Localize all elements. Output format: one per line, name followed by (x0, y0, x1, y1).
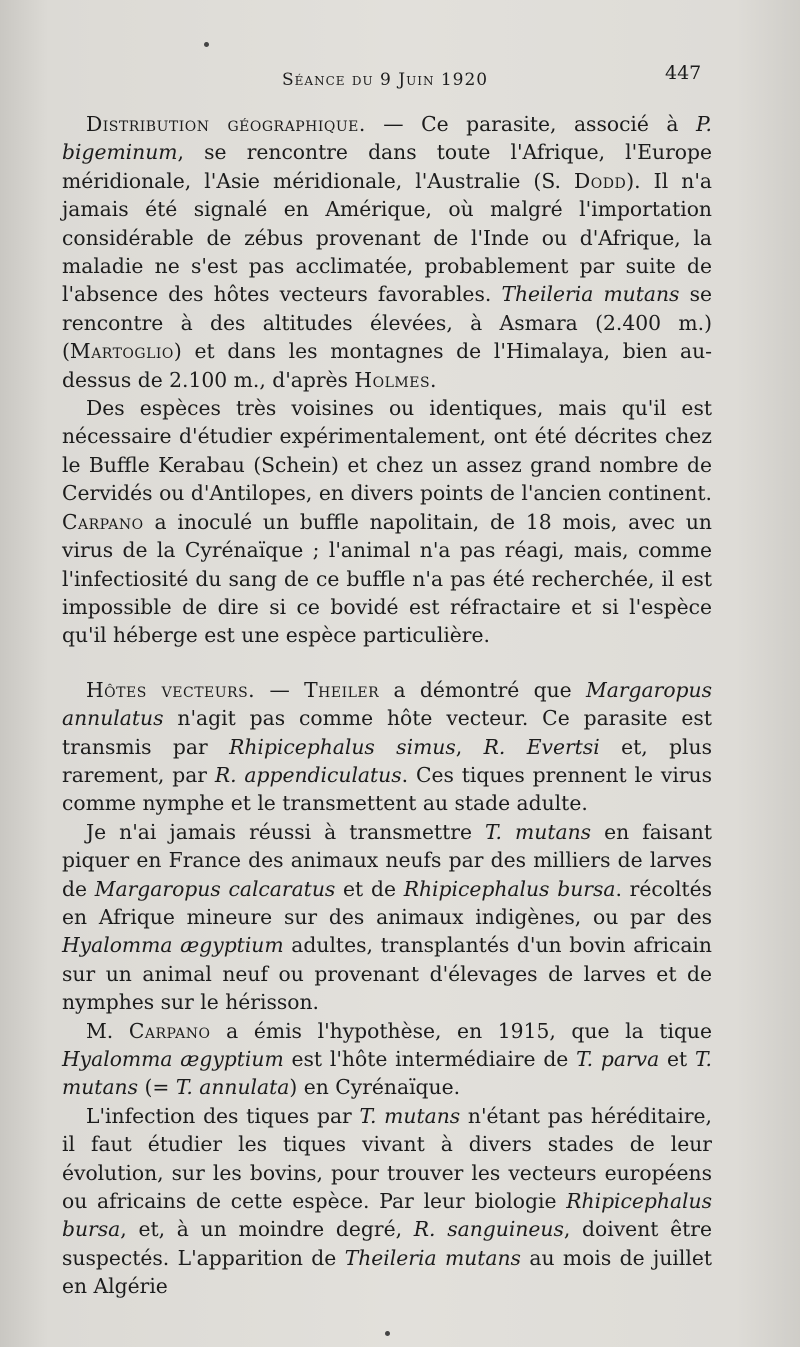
text-run: est l'hôte intermédiaire de (283, 1047, 577, 1071)
species-name: Margaropus calcaratus (94, 876, 336, 901)
text-run: adultes, transplantés d'un bovin africain sur un animal neuf ou provenant d'élevages de larves et de nymphes sur le hérisson. (62, 933, 712, 1015)
author-name: Dodd (574, 168, 627, 193)
paragraph-vector-hosts (62, 676, 712, 818)
text-run: M. (86, 1018, 129, 1043)
text-run: a émis l'hypothèse, en 1915, que la tique (210, 1018, 712, 1043)
species-name: Rhipicephalus bursa (62, 1189, 712, 1242)
text-run: , se rencontre dans toute l'Afrique, l'Europe méridionale, l'Asie méridionale, l'Australie (S. (62, 140, 712, 193)
paragraph-carpano-hypothesis (62, 1017, 712, 1102)
author-name: Martoglio (69, 339, 174, 364)
paragraph-tick-infection (62, 1102, 712, 1301)
paragraph-transmission-attempts (62, 818, 712, 1017)
page-number: 447 (665, 62, 702, 84)
running-title: Séance du 9 Juin 1920 (282, 70, 489, 90)
text-run: (= (138, 1075, 176, 1100)
text-run: ) en Cyrénaïque. (289, 1075, 461, 1100)
author-name: Theiler (304, 677, 380, 702)
text-run: n'agit pas comme hôte vecteur. Ce parasite est transmis par (62, 706, 712, 759)
species-name: T. parva (576, 1047, 660, 1071)
paragraph-related-species (62, 394, 712, 650)
text-run: Je n'ai jamais réussi à transmettre (86, 819, 485, 844)
text-run: n'étant pas héréditaire, il faut étudier les tiques vivant à divers stades de leur évolution, sur les bovins, pour trouver les vecteurs européens ou africains de cette espèce. Par leur biologie (62, 1103, 712, 1214)
running-header (0, 62, 800, 92)
text-run: , (455, 734, 484, 759)
species-name: R. appendiculatus (214, 762, 402, 787)
text-run: , doivent être suspectés. L'apparition de (62, 1217, 712, 1270)
text-run: a inoculé un buffle napolitain, de 18 mois, avec un virus de la Cyrénaïque ; l'animal n'a pas réagi, mais, comme l'infectiosité du sang de ce buffle n'a pas été recherchée, il est impossible de dire si ce bovidé est réfractaire et si l'espèce qu'il héberge est une espèce particulière. (62, 509, 712, 648)
section-heading: Distribution géographique. (86, 112, 366, 136)
author-name: Holmes (354, 367, 431, 392)
species-name: T. annulata (175, 1075, 290, 1100)
text-run: et de (335, 876, 404, 901)
species-name: T. mutans (62, 1047, 712, 1100)
text-run: en faisant piquer en France des animaux neufs par des milliers de larves de (62, 819, 712, 901)
species-name: P. bigeminum (62, 112, 712, 165)
section-heading: Hôtes vecteurs. (86, 677, 256, 702)
species-name: Rhipicephalus bursa (403, 876, 616, 901)
text-run: — Ce parasite, associé à (365, 112, 696, 136)
text-run: a démontré que (379, 677, 586, 702)
species-name: R. Evertsi (483, 734, 600, 759)
species-name: Theileria mutans (501, 282, 680, 307)
paragraph-distribution (62, 110, 712, 394)
text-run: . Ces tiques prennent le virus comme nymphe et le transmettent au stade adulte. (62, 762, 712, 816)
text-run: . (430, 367, 437, 392)
text-run: . récoltés en Afrique mineure sur des animaux indigènes, ou par des (62, 876, 712, 929)
ink-speck (385, 1331, 390, 1336)
text-run: Des espèces très voisines ou identiques, mais qu'il est nécessaire d'étudier expérimentalement, ont été décrites chez le Buffle Kerabau (Schein) et chez un assez grand nombre de Cervidés ou d'Antilopes, en divers points de l'ancien continent. (62, 396, 712, 506)
text-run: se rencontre à des altitudes élevées, à Asmara (2.400 m.) ( (62, 282, 713, 364)
species-name: T. mutans (359, 1103, 461, 1128)
species-name: Theileria mutans (344, 1245, 521, 1270)
species-name: R. sanguineus (413, 1217, 564, 1242)
text-run: ) et dans les montagnes de l'Himalaya, bien au-dessus de 2.100 m., d'après (62, 339, 712, 392)
text-run: , et, à un moindre degré, (120, 1217, 414, 1242)
author-name: Carpano (128, 1018, 211, 1043)
text-run: et, plus rarement, par (62, 734, 713, 787)
text-run: L'infection des tiques par (86, 1103, 360, 1128)
ink-speck (204, 42, 209, 47)
text-run: ). Il n'a jamais été signalé en Amérique, où malgré l'importation considérable de zébus provenant de l'Inde ou d'Afrique, la maladie ne s'est pas acclimatée, probablement par suite de l'absence des hôtes vecteurs favorables. (62, 168, 712, 307)
species-name: Rhipicephalus simus (229, 734, 456, 759)
species-name: Margaropus annulatus (62, 677, 712, 731)
species-name: Hyalomma ægyptium (62, 933, 284, 958)
text-run: et (659, 1047, 695, 1071)
species-name: Hyalomma ægyptium (62, 1047, 284, 1071)
species-name: T. mutans (485, 819, 592, 844)
text-run: au mois de juillet en Algérie (62, 1245, 712, 1299)
author-name: Carpano (62, 509, 144, 534)
text-run: — (255, 677, 305, 702)
body-text (62, 110, 712, 1301)
